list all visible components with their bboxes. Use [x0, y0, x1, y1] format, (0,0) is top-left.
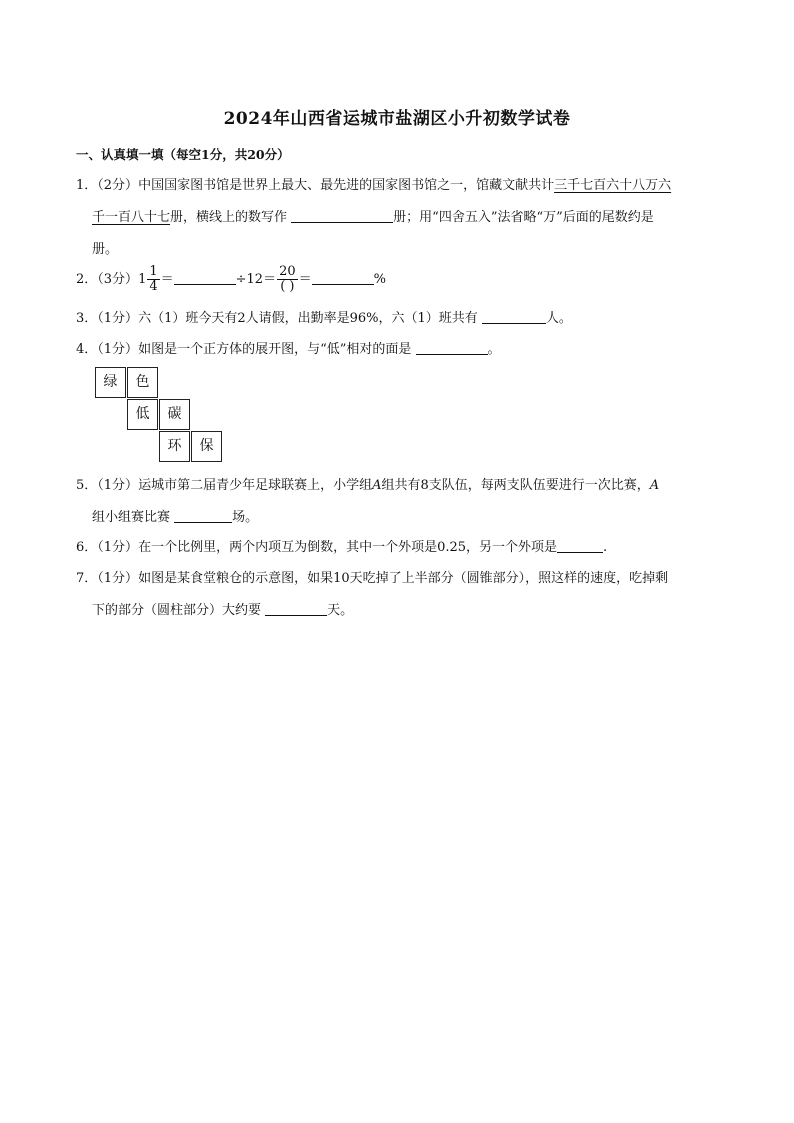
- question-points: （1分）: [97, 311, 139, 326]
- cube-face: 碳: [159, 399, 190, 430]
- section-heading: 一、认真填一填（每空1分，共20分）: [76, 147, 290, 162]
- question-text: 在一个比例里，两个内项互为倒数，其中一个外项是0.25，另一个外项是: [138, 540, 558, 555]
- question-7: [76, 563, 720, 627]
- percent-sign: %: [373, 272, 386, 287]
- mixed-number-whole: 1: [138, 272, 147, 287]
- cube-face: 绿: [95, 367, 126, 398]
- answer-blank[interactable]: [312, 270, 374, 285]
- question-text-c: 组小组赛比赛: [92, 510, 171, 525]
- fraction-2: [277, 265, 298, 294]
- question-points: （1分）: [97, 478, 139, 493]
- question-text-b: .: [603, 540, 608, 555]
- answer-blank[interactable]: [174, 508, 232, 523]
- fraction-numerator: 20: [279, 264, 296, 279]
- question-2: [76, 264, 720, 296]
- question-number: 1．: [76, 178, 98, 193]
- question-text-b: 组共有8支队伍，每两支队伍要进行一次比赛，: [381, 478, 650, 493]
- question-text: 中国国家图书馆是世界上最大、最先进的国家图书馆之一，馆藏文献共计: [138, 178, 555, 193]
- answer-blank[interactable]: [265, 601, 327, 616]
- question-text-c: 天。: [327, 603, 354, 618]
- question-number: 3．: [76, 311, 98, 326]
- page-title: 2024年山西省运城市盐湖区小升初数学试卷: [223, 109, 571, 129]
- question-text-c: 册；用“四舍五入”法省略“万”后面的尾数约是: [393, 210, 654, 225]
- fraction: [147, 265, 159, 294]
- question-3: [76, 303, 720, 335]
- question-number: 5．: [76, 478, 98, 493]
- fraction-numerator: 1: [149, 264, 158, 279]
- divide-text: ÷12＝: [235, 272, 277, 287]
- fraction-denominator: 4: [149, 279, 158, 294]
- question-text: 如图是一个正方体的展开图，与“低”相对的面是: [138, 342, 412, 357]
- question-text: 六（1）班今天有2人请假，出勤率是96%，六（1）班共有: [138, 311, 478, 326]
- question-4: [76, 334, 720, 366]
- question-points: （1分）: [97, 342, 139, 357]
- cube-net-figure: [95, 367, 225, 465]
- question-text: 如图是某食堂粮仓的示意图，如果10天吃掉了上半部分（圆锥部分），照这样的速度，吃掉剩: [138, 571, 669, 586]
- question-6: [76, 532, 720, 564]
- question-number: 6．: [76, 540, 98, 555]
- question-text-d: 场。: [232, 510, 259, 525]
- answer-blank[interactable]: [174, 270, 236, 285]
- cube-face: 环: [159, 431, 190, 462]
- cube-face: 低: [127, 399, 158, 430]
- underlined-number-cont: 千一百八十七: [92, 210, 171, 225]
- fraction-denominator: ( ): [280, 279, 295, 294]
- equals-sign: ＝: [298, 272, 312, 287]
- question-number: 4．: [76, 342, 98, 357]
- question-points: （2分）: [97, 178, 139, 193]
- question-text-b: 下的部分（圆柱部分）大约要: [92, 603, 262, 618]
- question-text-d: 册。: [92, 242, 119, 257]
- cube-face: 色: [127, 367, 158, 398]
- cube-face: 保: [191, 431, 222, 462]
- question-text-b: 。: [487, 342, 501, 357]
- question-points: （3分）: [97, 272, 139, 287]
- question-text-b: 人。: [545, 311, 572, 326]
- question-5: [76, 470, 720, 534]
- group-letter: A: [372, 478, 382, 493]
- question-number: 2．: [76, 272, 98, 287]
- question-number: 7．: [76, 571, 98, 586]
- answer-blank[interactable]: [482, 309, 546, 324]
- question-1: [76, 170, 720, 266]
- underlined-number: 三千七百六十八万六: [554, 178, 672, 193]
- question-text-b: 册，横线上的数写作: [170, 210, 288, 225]
- group-letter: A: [649, 478, 660, 493]
- answer-blank[interactable]: [557, 538, 603, 553]
- question-points: （1分）: [97, 540, 139, 555]
- equals-sign: ＝: [160, 272, 174, 287]
- answer-blank[interactable]: [291, 208, 393, 223]
- question-text: 运城市第二届青少年足球联赛上，小学组: [138, 478, 373, 493]
- question-points: （1分）: [97, 571, 139, 586]
- answer-blank[interactable]: [416, 340, 488, 355]
